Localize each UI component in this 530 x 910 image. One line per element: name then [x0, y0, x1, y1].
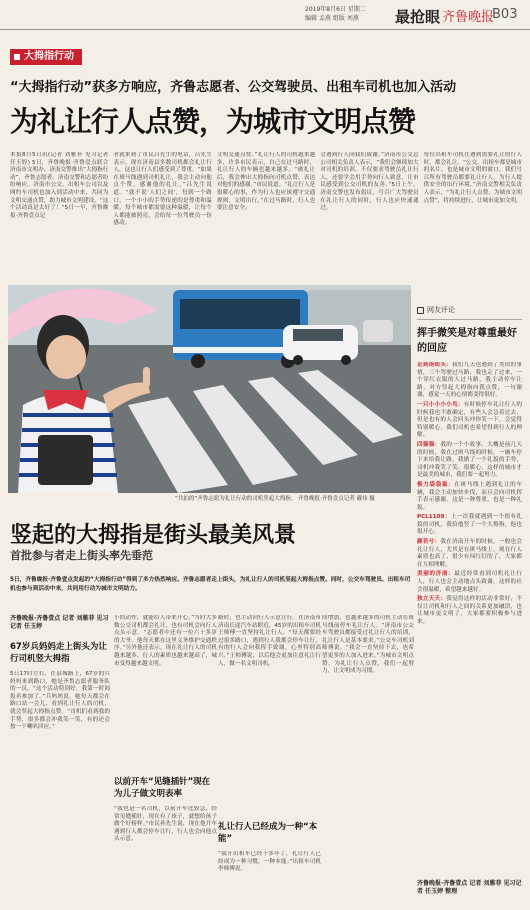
feature-lede: 5日，齐鲁晚报·齐鲁壹点发起的“大拇指行动”得到了多方热烈响应。齐鲁志愿者走上街头，为礼让行人的司机竖起大拇指点赞。同时，公交车驾驶员、出租车司机也参与到活动中来，共同用行动为城市文明助力。 — [10, 577, 411, 592]
feature-byline: 齐鲁晚报·齐鲁壹点 记者 刘雅菲 见习记者 任玉婷 — [10, 615, 109, 630]
sidebar-byline: 齐鲁晚报·齐鲁壹点 记者 刘雅菲 见习记者 任玉婷 整理 — [417, 880, 522, 895]
col3-body: 路时，也主动向行人示意让行。在济南市济南长途汽车站附近，45岁的出租车司机王师傅一直坚持礼让行人。“每天都要经过很多路口，遇到行人我都会停车让行，有的行人会向我挥手致谢，心里特别高兴。”王师傅说，以后他会更加注意礼让行人，做一名文明司机。 — [218, 615, 321, 667]
feature-headline: 竖起的大拇指是街头最美风景 — [10, 523, 297, 548]
comments-sidebar — [417, 305, 522, 910]
news-photo — [8, 285, 411, 493]
article-column: 本报8月5日讯(记者 刘雅菲 见习记者 任玉婷) 5日，齐鲁晚报·齐鲁壹点联合济南市文明办、济南交警推出“大拇指行动”，齐鲁志愿者、济南交警和志愿者纷纷响应。济南市公交、出租车公司以及网约车司机也加入到活动中来，共同为文明交通点赞，助力城市文明建设。“这个活动真是太好了！”5日一早，齐鲁晚报·齐鲁壹点记 — [10, 152, 109, 219]
comment: 一只小小小小鸟：有时候停车礼让行人的时候我也不敢确定，有些人会急着过去，但是也有的人会回头冲你笑一下，会觉得特别暖心。我们司机也希望得到行人的理解。 — [417, 401, 522, 439]
sidebar-comments — [417, 362, 522, 882]
page-number: B03 — [492, 7, 518, 22]
comment-icon — [417, 307, 424, 314]
page-header — [0, 0, 530, 30]
article-column: 每位出租车司机在遇到需要礼让的行人时，都会礼让。“公交、出租车都是城市的名片，也是城市文明的窗口。我们号召所有驾驶员都要礼让行人，为行人提供安全的出行环境。”济南交警相关负责人表示，“为礼让行人点赞，为城市文明点赞”，将持续进行，让城市更加文明。 — [423, 152, 522, 204]
header-meta — [305, 5, 400, 23]
col1-body: 5日17时左右，在泉城路上，67岁的兵妈妈来到路口，她是齐鲁志愿者服务队的一员。“这个活动特别好，我第一时间报名参加了。”兵妈妈说，她每天都会在路口站一会儿，看到礼让行人的司机，就会竖起大拇指点赞。“司机们看到我的手势，很多都会冲我笑一笑，有的还会按一下喇叭回应。” — [10, 671, 110, 731]
comment: 美丽的济南：最近经常看到司机礼让行人，行人也会主动地点头致谢，这样的社会很温暖，希望越来越好。 — [417, 571, 522, 593]
sidebar-headline: 挥手微笑是对尊重最好的回应 — [417, 319, 522, 356]
comment: 走到南街头：我们九天也遇到了类似的事情，三个驾驶过马路，我也走了过来，一个穿红衣服的人过马路，我主动停车让路，对方竖起大拇指向我点赞，一句谢谢，感觉一天的心情都变得很好。 — [417, 362, 522, 399]
comment: PCL1109：上一次我就遇到一个很有礼貌的司机，我给他竖了一个大拇指，他也很开心。 — [417, 514, 522, 536]
editor-line: 编辑 孟燕 组版 刘燕 — [305, 15, 359, 22]
article-column: 者就来到了市民吕先生的电话，吕先生表示，现在济南县多数司机都会礼让行人，这也让行人们感受到了尊重。“如果在斑马线遇到司机礼让，我会主动向他点个赞，感谢他的礼让。”吕先生说道。“就不说‘人们之间’，每到一个路口，一个小小的手势传递的是尊重和温暖，每个城市都需要这种温暖，让每个人都能被照亮，会给每一位驾驶员一份感动。 — [113, 152, 212, 227]
feature-col-2 — [114, 615, 217, 905]
headline: 为礼让行人点赞，为城市文明点赞 — [10, 105, 416, 138]
col2-body: 小的动作，就能给人带来开心。”当时大多数公交司机都会礼让，也有司机会向行人点头示意。“志愿者中还有一位六十多岁的大爷，他每天都在这里义务维护交通秩序。”另外他还表示，现在礼让行人的司机越来越多，行人的素质也越来越高了，城市变得越来越文明。 — [114, 615, 217, 667]
col4-body: 间增加，也越来越多的司机主动在斑马线前停车礼让行人。“济南市公交车驾驶员都接受过礼让行人的培训，礼让行人是基本要求。”公交车司机刘师傅说。“我会一直坚持下去，也希望更多的人加入进来。”为城市文明点赞，为礼让行人点赞，我们一起努力，让文明成为习惯。 — [322, 615, 414, 675]
col3-subhead: 礼让行人已经成为一种“本能” — [218, 822, 318, 844]
sidebar-tag: 网友评论 — [417, 305, 522, 315]
article-column: 文明交通点赞。”礼让行人的司机越来越多，许多市民表示，自己在过马路时，礼让行人的车辆也越来越多。“被礼让后，我会伸出大拇指向司机点赞，表达对他们的感谢。”市民说道。“礼让行人是很暖心的事，作为行人也应该遵守交通规则，文明出行。”在过马路时，行人也要注意安全。 — [216, 152, 316, 212]
section-title: 最抢眼 — [395, 8, 441, 26]
col2-subhead: 以前开车“见缝插针”现在为儿子做文明表率 — [114, 777, 211, 799]
top-article-body — [10, 152, 522, 280]
feature-col-4 — [322, 615, 414, 905]
feature-col-3 — [218, 615, 321, 905]
comment: 极力袋袋鼠：在斑马线上遇到礼让的车辆，我会主动加快步伐，而且会向司机挥手表示感谢。这是一种尊重，也是一种礼貌。 — [417, 481, 522, 511]
section-tag: 大拇指行动 — [10, 49, 82, 65]
kicker: “大拇指行动”获多方响应，齐鲁志愿者、公交驾驶员、出租车司机也加入活动 — [10, 80, 457, 95]
col3-body-2: “我开出租车已经十多年了，礼让行人已经成为一种习惯，一种本能。”出租车司机李师傅说。 — [218, 851, 321, 873]
comment: 颜若兮：我在济南开车的时候，一般也会礼让行人，尤其是在斑马线上。现在行人素质也高了，很少有闯红灯的了，大家都在互相理解。 — [417, 539, 522, 568]
col2-body-2: “我也是一名司机，以前开车比较急，经常见缝插针，现在有了孩子，就想给孩子做个好榜样。”市民孙先生说，现在他开车遇到行人都会停车让行，行人也会向他点头示意。 — [114, 806, 217, 843]
comment: 四猫猫：我的一个小故事，大概是前几天的时候，我在过斑马线的时候，一辆车停下来给我让路，我做了一个礼貌的手势，司机冲我笑了笑，很暖心。这样的城市才是最美的城市，我们要一起努力。 — [417, 441, 522, 479]
photo-caption: “共拍的”齐鲁志愿为礼让行动的司机竖起大拇指。 齐鲁晚报·齐鲁壹点记者 戴伟 摄 — [175, 496, 375, 502]
col1-subhead: 67岁兵妈妈走上街头为让行司机竖大拇指 — [10, 642, 107, 664]
feature-col-1 — [10, 615, 110, 905]
date-line: 2019年8月6日 星期二 — [305, 6, 366, 13]
feature-subhead: 首批参与者走上街头率先垂范 — [10, 549, 153, 562]
newspaper-logo: 齐鲁晚报 — [442, 10, 495, 25]
comment: 独立天天：我觉得这样的活动非常好，不仅让司机和行人之间的关系更加融洽，也让城市更文明了，大家都要积极参与进来。 — [417, 596, 522, 625]
article-column: 会遇到行人向我们致谢。”济南市公交总公司相关负责人表示，“我们会继续加大对司机的培训，不仅要求驾驶员礼让行人，还要学会用手势向行人致意，让市民感受到公交司机的友善。”5日上午，济南交警也发布倡议，号召广大驾驶员在礼让行人的同时，行人也应快速通过。 — [320, 152, 419, 212]
